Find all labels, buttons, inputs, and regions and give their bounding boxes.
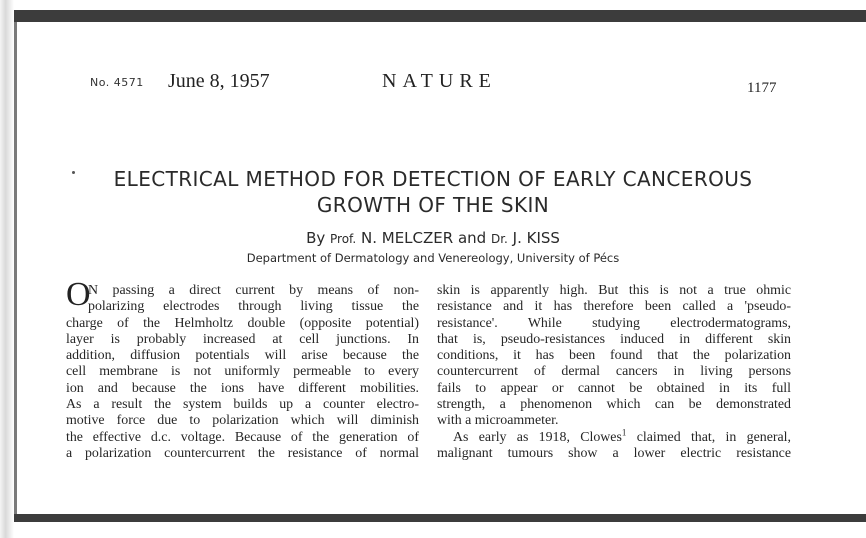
- text-line: resistance and it has therefore been called a 'pseudo-: [437, 299, 791, 315]
- text-line: charge of the Helmholtz double (opposite potential): [66, 315, 419, 331]
- text-fragment: As early as 1918, Clowes: [453, 429, 622, 445]
- byline-by: By: [306, 229, 326, 247]
- text-line: [437, 427, 791, 446]
- author1-name: N. MELCZER: [361, 229, 454, 247]
- text-line: cell membrane is not uniformly permeable to every: [66, 364, 419, 380]
- drop-cap: O: [66, 276, 91, 313]
- text-line: As a result the system builds up a counter electro-: [66, 397, 419, 413]
- page-left-rule: [14, 22, 17, 514]
- text-line: conditions, it has been found that the polarization: [437, 348, 791, 364]
- text-line: fails to appear or cannot be obtained in its full: [437, 380, 791, 396]
- body-right-column: [437, 283, 791, 462]
- text-line: malignant tumours show a lower electric resistance: [437, 445, 791, 461]
- article-title-line1: ELECTRICAL METHOD FOR DETECTION OF EARLY CANCEROUS: [113, 167, 753, 191]
- reference-number: 1: [621, 427, 627, 438]
- top-border-bar: [14, 10, 866, 22]
- issue-number: No. 4571: [90, 76, 144, 89]
- text-line: with a microammeter.: [437, 413, 559, 429]
- affiliation: Department of Dermatology and Venereology, University of Pécs: [246, 251, 620, 265]
- text-line: resistance'. While studying electrodermatograms,: [437, 315, 791, 331]
- text-line: motive force due to polarization which will diminish: [66, 413, 419, 429]
- author1-title: Prof.: [330, 232, 357, 246]
- text-line: countercurrent of dermal cancers in living persons: [437, 364, 791, 380]
- page-number: 1177: [747, 80, 777, 96]
- byline: [0, 229, 866, 247]
- body-left-column: [66, 283, 419, 462]
- text-line: strength, a phenomenon which can be demonstrated: [437, 397, 791, 413]
- text-line: addition, diffusion potentials will arise because the: [66, 348, 419, 364]
- issue-date: June 8, 1957: [168, 70, 270, 92]
- article-title-line2: GROWTH OF THE SKIN: [316, 193, 550, 217]
- text-fragment: claimed that, in general,: [626, 429, 791, 445]
- text-line: layer is probably increased at cell junctions. In: [66, 331, 419, 347]
- byline-and: and: [457, 229, 487, 247]
- text-line: a polarization countercurrent the resistance of normal: [66, 445, 419, 461]
- text-line: ion and because the ions have different mobilities.: [66, 380, 419, 396]
- text-line: that is, pseudo-resistances induced in different skin: [437, 331, 791, 347]
- author2-name: J. KISS: [512, 229, 560, 247]
- author2-title: Dr.: [490, 232, 508, 246]
- bottom-border-bar: [14, 514, 866, 522]
- text-line: the effective d.c. voltage. Because of the generation of: [66, 429, 419, 445]
- text-line: polarizing electrodes through living tissue the: [88, 299, 419, 315]
- text-line: N passing a direct current by means of non-: [88, 283, 419, 298]
- journal-name: NATURE: [382, 70, 497, 92]
- page-binding-edge: [0, 0, 14, 538]
- text-line: skin is apparently high. But this is not a true ohmic: [437, 283, 791, 298]
